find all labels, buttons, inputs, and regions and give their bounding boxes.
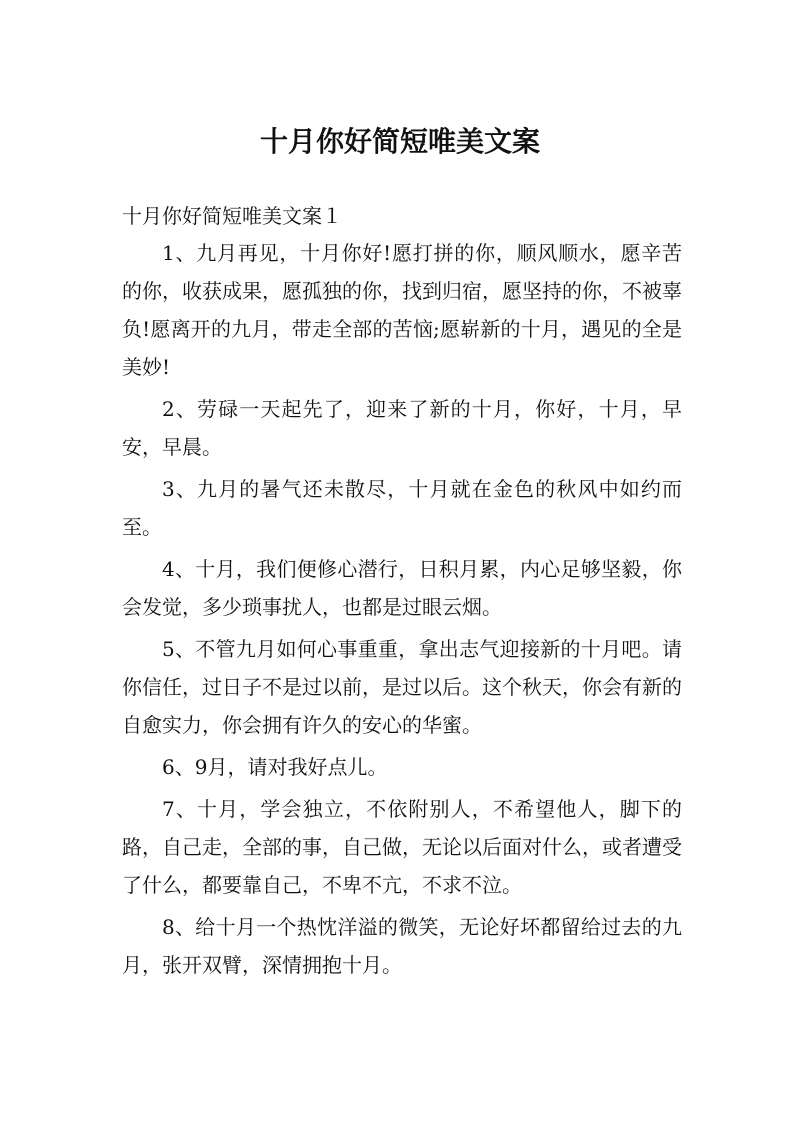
- document-body: [122, 234, 682, 988]
- section-subtitle: 十月你好简短唯美文案１: [122, 204, 342, 228]
- paragraph-4: 4、十月，我们便修心潜行，日积月累，内心足够坚毅，你会发觉，多少琐事扰人，也都是过眼云烟。: [122, 557, 682, 619]
- paragraph-3: 3、九月的暑气还未散尽，十月就在金色的秋风中如约而至。: [122, 477, 682, 539]
- paragraph-1: 1、九月再见，十月你好!愿打拼的你，顺风顺水，愿辛苦的你，收获成果，愿孤独的你，找到归宿，愿坚持的你，不被辜负!愿离开的九月，带走全部的苦恼;愿崭新的十月，遇见的全是美妙!: [122, 241, 682, 379]
- paragraph-2: 2、劳碌一天起先了，迎来了新的十月，你好，十月，早安，早晨。: [122, 397, 682, 459]
- paragraph-5: 5、不管九月如何心事重重，拿出志气迎接新的十月吧。请你信任，过日子不是过以前，是过以后。这个秋天，你会有新的自愈实力，你会拥有许久的安心的华蜜。: [122, 637, 682, 737]
- paragraph-7: 7、十月，学会独立，不依附别人，不希望他人，脚下的路，自己走，全部的事，自己做，无论以后面对什么，或者遭受了什么，都要靠自己，不卑不亢，不求不泣。: [122, 797, 682, 897]
- document-title: 十月你好简短唯美文案: [259, 125, 540, 158]
- paragraph-8: 8、给十月一个热忱洋溢的微笑，无论好坏都留给过去的九月，张开双臂，深情拥抱十月。: [122, 915, 682, 977]
- paragraph-6: 6、9月，请对我好点儿。: [162, 755, 388, 779]
